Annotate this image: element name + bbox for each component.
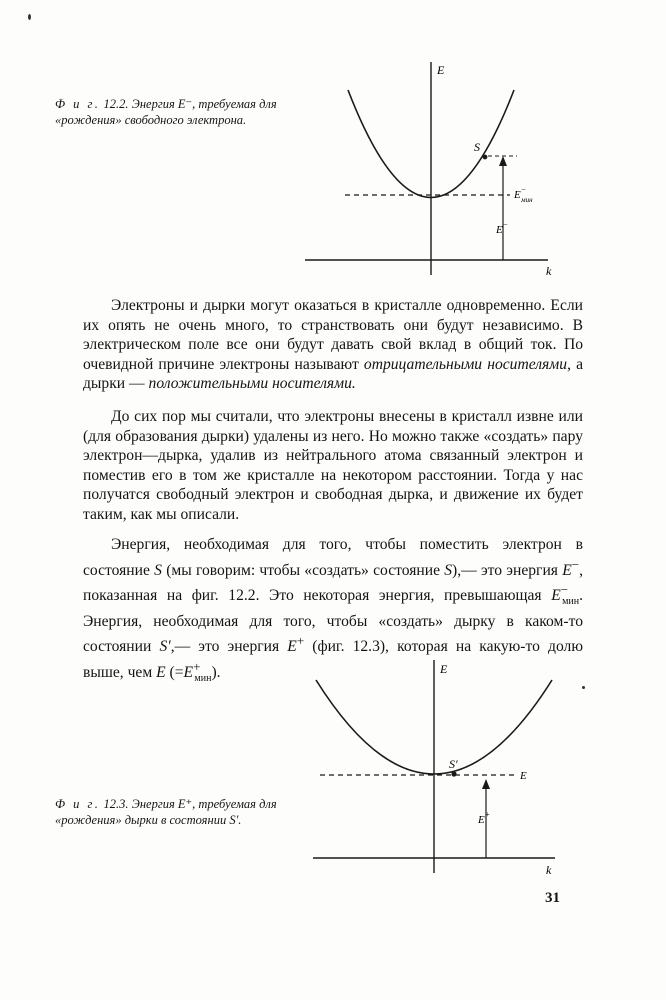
fig2-e-level-label: E: [520, 770, 527, 782]
fig1-emin-sub: мин: [521, 196, 533, 204]
fig2-axis-k-label: k: [546, 863, 552, 877]
fig2-state-sprime-point: [451, 771, 456, 776]
p3-e4: E: [183, 664, 194, 682]
p3-e-text: . Энергия, необходимая для того, чтобы «создать» дырку в каком-то состоянии: [83, 587, 583, 656]
p1-part2: , а дырки —: [83, 355, 584, 392]
p3-c: ),— это энергия: [452, 561, 563, 579]
p3-f: ,— это энергия: [170, 638, 288, 656]
p1-em2: положительными носителями.: [148, 375, 356, 392]
fig1-axis-e-label: E: [437, 63, 445, 77]
p3-h: (=: [165, 664, 184, 682]
figure-12-2-caption: [55, 96, 300, 128]
p3-e2-sup: +: [296, 633, 305, 649]
paragraph-3: [83, 535, 583, 689]
p3-d: , показанная на фиг. 12.2. Это некоторая энергия, превышающая: [83, 561, 583, 605]
p3-s: S: [154, 561, 162, 579]
fig2-arrow-head: [482, 779, 490, 789]
fig1-emin-letter: E: [514, 189, 521, 201]
fig2-arrow-e-label: [477, 810, 490, 826]
fig1-arrow-sup: −: [502, 220, 509, 229]
fig1-state-s-point: [483, 155, 488, 160]
p3-a: Энергия, необходимая для того, чтобы поместить электрон в состояние: [83, 536, 583, 579]
p1-em1: отрицательными носителями: [363, 355, 568, 373]
p3-emin: E: [551, 587, 561, 605]
p2-text: До сих пор мы считали, что электроны внесены в кристалл извне или (для образования дырки) удалены из него. Но можно также «создать» пару электрон—дырка, удалив из нейтрального атома связанный электрон и поместив его в том же кристалле на некотором расстоянии. Тогда у нас получатся свободный электрон и свободная дырка, и движение их будет таким, как мы описали.: [83, 408, 583, 523]
fig2-point-sprime-label: S′: [449, 757, 458, 771]
scan-speck: [582, 686, 585, 689]
figure-12-3-caption: [55, 796, 300, 828]
page-number: 31: [545, 890, 560, 906]
caption-text: Энергия E⁺, требуемая для «рождения» дырки в состоянии S′.: [55, 797, 277, 827]
p3-sprime: S′: [159, 638, 171, 656]
p1-part1: Электроны и дырки могут оказаться в кристалле одновременно. Если их опять не очень много, то странствовать они будут независимо. В электрическом поле все они будут давать свой вклад в общий ток. По очевидной причине электроны называют: [83, 297, 583, 373]
paragraph-2: [83, 407, 583, 524]
p3-e4-sup: +: [193, 659, 201, 675]
caption-number: 12.2.: [103, 97, 129, 111]
p3-g: (фиг. 12.3), которая на какую-то долю выше, чем: [83, 638, 583, 682]
fig2-axis-e-label: E: [440, 662, 448, 676]
fig1-parabola: [348, 90, 514, 198]
fig1-arrow-head: [499, 156, 507, 166]
caption-text: Энергия E⁻, требуемая для «рождения» свободного электрона.: [55, 97, 277, 127]
p3-e: E: [562, 561, 572, 579]
p3-emin-sub: мин: [562, 596, 580, 608]
fig2-arrow-letter: E: [478, 814, 485, 826]
fig1-emin-label: [513, 185, 533, 204]
caption-prefix: Ф и г.: [55, 797, 101, 811]
fig2-arrow-sup: +: [484, 810, 491, 819]
fig1-point-s-label: S: [474, 140, 480, 154]
caption-prefix: Ф и г.: [55, 97, 101, 111]
p3-s2: S: [444, 561, 453, 579]
fig1-arrow-e-label: [495, 220, 508, 236]
p3-e-sup: −: [571, 556, 580, 572]
p3-e3: E: [156, 664, 166, 682]
fig1-arrow-letter: E: [496, 224, 503, 236]
p3-e2: E: [287, 638, 297, 656]
fig1-axis-k-label: k: [546, 264, 552, 278]
scan-speck: [28, 14, 31, 20]
p3-i: ).: [211, 664, 221, 682]
p3-b: (мы говорим: чтобы «создать» состояние: [161, 561, 445, 579]
caption-number: 12.3.: [103, 797, 129, 811]
fig2-parabola: [316, 680, 552, 774]
paragraph-1: [83, 296, 583, 394]
p3-emin-sup: −: [560, 582, 569, 598]
fig1-emin-sup: −: [520, 185, 527, 194]
p3-e4-sub: мин: [194, 673, 212, 685]
